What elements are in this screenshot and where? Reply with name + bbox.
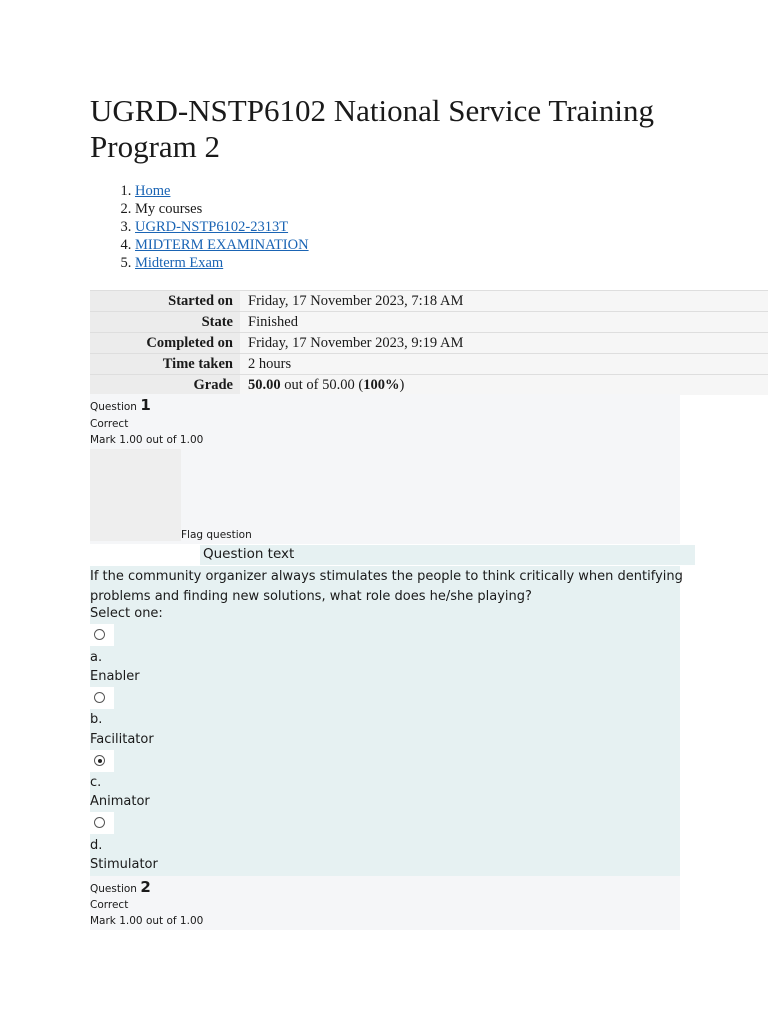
select-one-label: Select one: [90, 606, 163, 621]
option-d-radio[interactable] [90, 812, 114, 834]
option-c-letter: c. [90, 775, 102, 790]
question1-status: Correct [90, 418, 129, 430]
summary-row-time-taken [90, 354, 768, 375]
question2-status: Correct [90, 899, 129, 911]
option-a-radio-dot[interactable] [94, 629, 105, 640]
summary-label-time-taken: Time taken [90, 354, 240, 375]
summary-value-time-taken: 2 hours [240, 354, 768, 375]
question1-prefix: Question [90, 401, 137, 413]
summary-value-completed: Friday, 17 November 2023, 9:19 AM [240, 333, 768, 354]
attempt-summary-table [90, 290, 768, 395]
option-a-radio[interactable] [90, 624, 114, 646]
breadcrumb-item-section[interactable] [135, 236, 309, 254]
question2-number: 2 [140, 878, 151, 896]
flag-question-link[interactable]: Flag question [181, 529, 252, 541]
summary-row-grade [90, 375, 768, 396]
question1-text: If the community organizer always stimulates the people to think critically when dentifying problems and finding new solutions, what role does he/she playing? [90, 569, 683, 604]
summary-value-grade [240, 375, 768, 396]
breadcrumb-link-section[interactable]: MIDTERM EXAMINATION [135, 237, 309, 253]
summary-label-grade: Grade [90, 375, 240, 396]
breadcrumb [90, 182, 309, 272]
question2-mark: Mark 1.00 out of 1.00 [90, 915, 204, 927]
grade-score: 50.00 [248, 376, 281, 393]
option-a-letter: a. [90, 650, 103, 665]
question1-number: 1 [140, 396, 151, 414]
breadcrumb-link-home[interactable]: Home [135, 183, 171, 199]
option-c-radio-dot-checked[interactable] [94, 755, 105, 766]
question2-header [90, 878, 151, 896]
option-b-letter: b. [90, 712, 103, 727]
option-c-text[interactable]: Animator [90, 794, 150, 809]
option-b-radio[interactable] [90, 687, 114, 709]
summary-value-state: Finished [240, 312, 768, 333]
grade-out-of: out of 50.00 ( [280, 376, 364, 393]
summary-row-started [90, 291, 768, 312]
grade-percent: 100% [363, 376, 400, 393]
question1-content-panel [90, 566, 680, 876]
summary-value-started: Friday, 17 November 2023, 7:18 AM [240, 291, 768, 312]
breadcrumb-link-quiz[interactable]: Midterm Exam [135, 255, 224, 271]
question-text-heading: Question text [203, 546, 295, 562]
grade-close: ) [399, 376, 405, 393]
option-c-radio[interactable] [90, 750, 114, 772]
summary-row-state [90, 312, 768, 333]
breadcrumb-link-course[interactable]: UGRD-NSTP6102-2313T [135, 219, 289, 235]
option-d-text[interactable]: Stimulator [90, 857, 158, 872]
option-d-letter: d. [90, 838, 103, 853]
summary-row-completed [90, 333, 768, 354]
option-b-text[interactable]: Facilitator [90, 732, 154, 747]
option-a-text[interactable]: Enabler [90, 669, 140, 684]
flag-question-box[interactable] [90, 449, 181, 541]
option-b-radio-dot[interactable] [94, 692, 105, 703]
question2-prefix: Question [90, 883, 137, 895]
summary-label-state: State [90, 312, 240, 333]
breadcrumb-item-quiz[interactable] [135, 254, 309, 272]
summary-label-started: Started on [90, 291, 240, 312]
question1-mark: Mark 1.00 out of 1.00 [90, 434, 204, 446]
breadcrumb-item-home[interactable] [135, 182, 309, 200]
page-title: UGRD-NSTP6102 National Service Training Program 2 [90, 93, 655, 164]
option-d-radio-dot[interactable] [94, 817, 105, 828]
question1-header [90, 396, 151, 414]
breadcrumb-item-my-courses: 2. My courses [135, 200, 309, 218]
breadcrumb-item-course[interactable] [135, 218, 309, 236]
summary-label-completed: Completed on [90, 333, 240, 354]
